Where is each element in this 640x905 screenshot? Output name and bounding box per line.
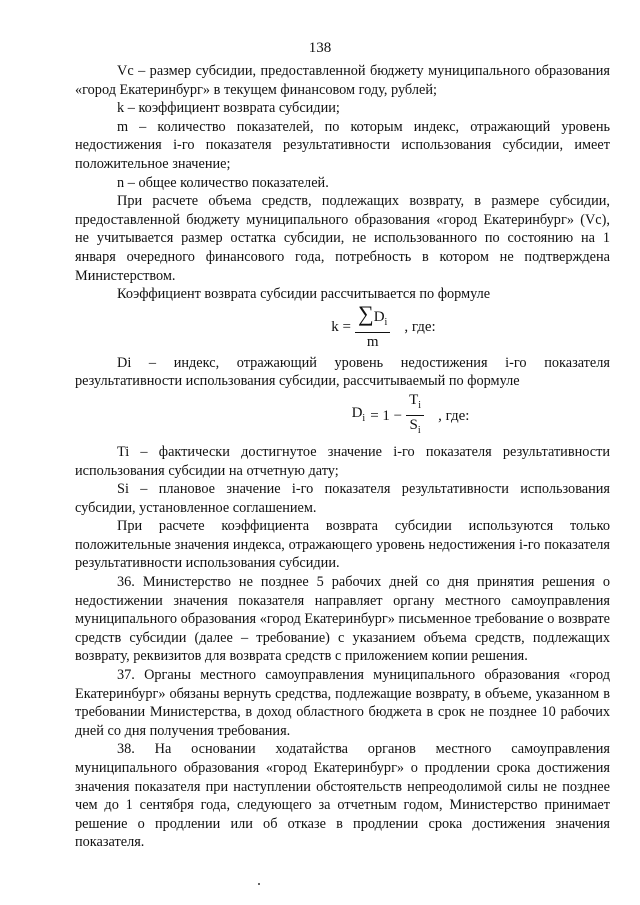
formula-lhs: k = bbox=[331, 319, 352, 336]
numerator-var: D bbox=[373, 308, 385, 325]
num-var: T bbox=[409, 392, 419, 409]
num-sub: i bbox=[418, 400, 422, 412]
paragraph-clause-36: 36. Министерство не позднее 5 рабочих дней со дня принятия решения о недостижении значения показателя направляет органу местного самоуправления муниципального образования «город Екатеринбург» письменное требование о возврате средств субсидии (далее – требование) с указанием объема средств, подлежащих возврату, реквизитов для возврата средств с приложением копии решения. bbox=[75, 574, 610, 665]
formula-denominator: m bbox=[366, 333, 379, 350]
formula-fraction bbox=[355, 300, 390, 351]
paragraph-vc-definition: Vс – размер субсидии, предоставленной бюджету муниципального образования «город Екатеринбург» в текущем финансовом году, рублей; bbox=[75, 63, 610, 98]
formula-index bbox=[211, 393, 610, 439]
paragraph-clause-38: 38. На основании ходатайства органов местного самоуправления муниципального образования «город Екатеринбург» о продлении срока достижения значения показателя при наступлении обстоятельств непреодолимой силы не позднее чем до 1 сентября года, следующего за отчетным годом, Министерство принимает решение о продлении или об отказе в продлении срока достижения значения показателя. bbox=[75, 741, 610, 851]
formula2-numerator bbox=[406, 391, 424, 416]
paragraph-di-definition: Di – индекс, отражающий уровень недостижения i-го показателя результативности использования субсидии, рассчитываемый по формуле bbox=[75, 354, 610, 390]
document-body bbox=[75, 62, 610, 852]
formula2-equals: = 1 − bbox=[370, 407, 403, 424]
formula-numerator bbox=[355, 300, 390, 333]
paragraph-n-definition: n – общее количество показателей. bbox=[117, 174, 329, 191]
formula2-suffix: , где: bbox=[438, 407, 470, 424]
lhs-var: D bbox=[351, 404, 363, 421]
paragraph-return-calculation: При расчете объема средств, подлежащих возврату, в размере субсидии, предоставленной бюджету муниципального образования «город Екатеринбург» (Vс), не учитывается размер остатка субсидии, не использованного по состоянию на 1 января очередного финансового года, потребность в котором не подтверждена Министерством. bbox=[75, 193, 610, 284]
sigma-symbol: ∑ bbox=[358, 300, 374, 326]
scan-artifact-dot bbox=[258, 883, 260, 885]
formula2-fraction bbox=[406, 391, 424, 440]
paragraph-m-definition: m – количество показателей, по которым индекс, отражающий уровень недостижения i-го показателя результативности использования субсидии, имеет положительное значение; bbox=[75, 118, 610, 172]
paragraph-k-definition: k – коэффициент возврата субсидии; bbox=[117, 100, 340, 117]
paragraph-positive-values: При расчете коэффициента возврата субсидии используются только положительные значения индекса, отражающего уровень недостижения i-го показателя результативности использования субсидии. bbox=[75, 518, 610, 572]
numerator-sub: i bbox=[384, 316, 388, 328]
formula-coefficient bbox=[157, 300, 610, 350]
formula2-denominator bbox=[407, 416, 424, 440]
paragraph-coefficient-intro: Коэффициент возврата субсидии рассчитывается по формуле bbox=[117, 286, 491, 303]
lhs-sub: i bbox=[362, 412, 366, 424]
page-number: 138 bbox=[308, 40, 332, 56]
paragraph-ti-definition: Ti – фактически достигнутое значение i-го показателя результативности использования субсидии на отчетную дату; bbox=[75, 443, 610, 479]
formula2-lhs bbox=[352, 404, 366, 429]
paragraph-si-definition: Si – плановое значение i-го показателя результативности использования субсидии, установленное соглашением. bbox=[75, 481, 610, 516]
den-sub: i bbox=[417, 425, 421, 437]
formula-suffix: , где: bbox=[404, 319, 436, 336]
paragraph-clause-37: 37. Органы местного самоуправления муниципального образования «город Екатеринбург» обязаны вернуть средства, подлежащие возврату, в объеме, указанном в требовании Министерства, в доход областного бюджета в срок не позднее 10 рабочих дней со дня получения требования. bbox=[75, 667, 610, 739]
den-var: S bbox=[409, 417, 418, 434]
